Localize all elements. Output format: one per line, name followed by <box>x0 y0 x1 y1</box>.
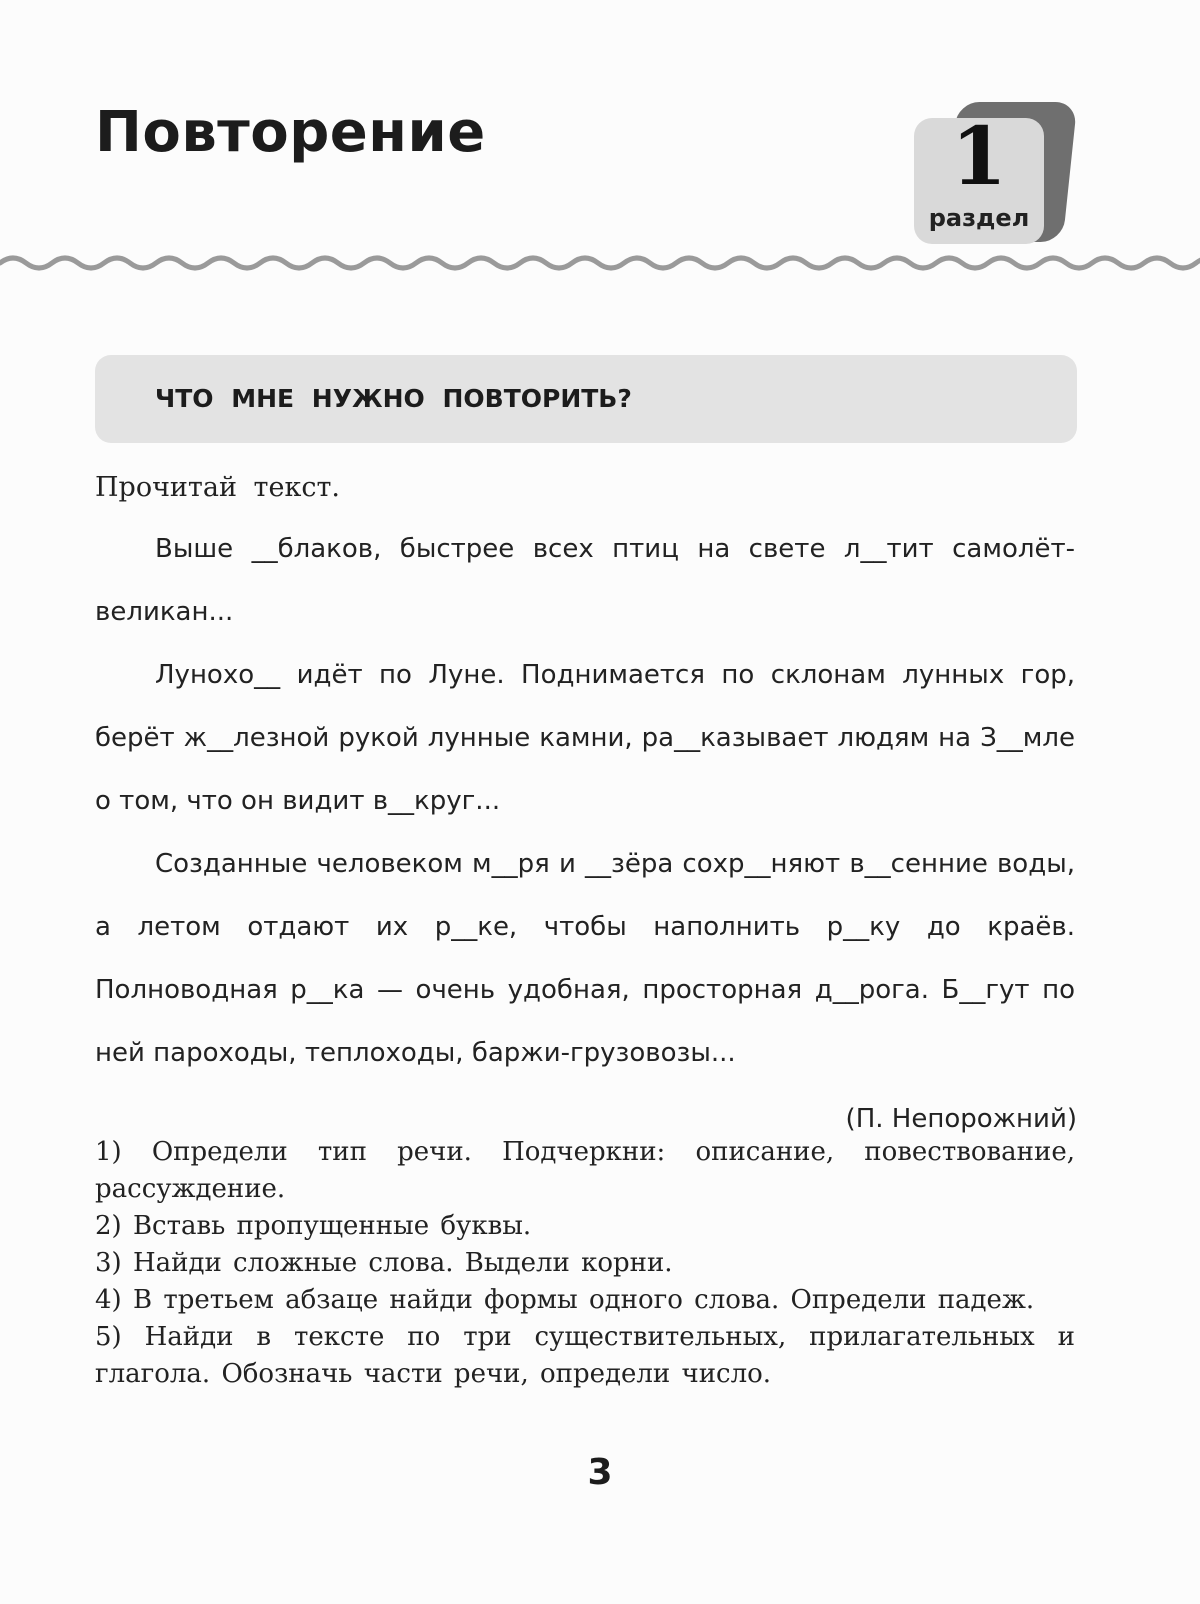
task-list <box>95 1134 1075 1393</box>
reading-text <box>95 518 1075 1085</box>
page-number: 3 <box>587 1452 613 1493</box>
task-item: 5) Найди в тексте по три существительных, прилагательных и глагола. Обозначь части речи, определи число. <box>95 1322 1075 1389</box>
task-item: 3) Найди сложные слова. Выдели корни. <box>95 1248 673 1278</box>
paragraph: Лунохо__ идёт по Луне. Поднимается по склонам лунных гор, берёт ж__лезной рукой лунные камни, ра__казывает людям на З__мле о том, что он видит в__круг... <box>95 660 1075 816</box>
page-title: Повторение <box>95 100 486 165</box>
reading-instruction: Прочитай текст. <box>95 472 340 503</box>
section-label: раздел <box>928 204 1030 232</box>
author-attribution: (П. Непорожний) <box>845 1104 1077 1134</box>
paragraph: Созданные человеком м__ря и __зёра сохр__няют в__сенние воды, а летом отдают их р__ке, чтобы наполнить р__ку до краёв. Полноводная р__ка — очень удобная, просторная д__рога. Б__гут по ней пароходы, теплоходы, баржи-грузовозы... <box>95 849 1075 1068</box>
paragraph: Выше __блаков, быстрее всех птиц на свете л__тит самолёт-великан... <box>95 534 1075 627</box>
section-badge <box>910 96 1080 256</box>
section-number: 1 <box>951 109 1007 203</box>
section-banner <box>95 355 1077 443</box>
task-item: 2) Вставь пропущенные буквы. <box>95 1211 532 1241</box>
task-item: 4) В третьем абзаце найди формы одного слова. Определи падеж. <box>95 1285 1035 1315</box>
banner-heading: ЧТО МНЕ НУЖНО ПОВТОРИТЬ? <box>155 384 632 413</box>
task-item: 1) Определи тип речи. Подчеркни: описание, повествование, рассуждение. <box>95 1137 1075 1204</box>
wavy-divider <box>0 248 1200 278</box>
